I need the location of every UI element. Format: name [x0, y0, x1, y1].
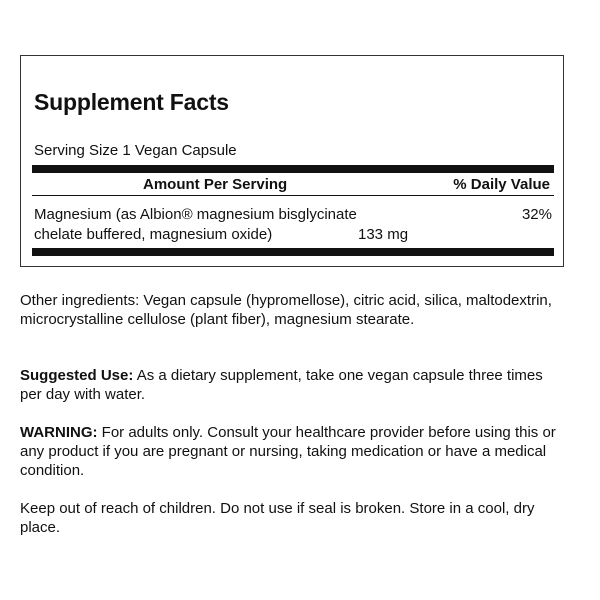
facts-header-row	[32, 176, 554, 194]
nutrient-name	[34, 205, 357, 245]
suggested-use	[20, 366, 560, 404]
thick-divider-top	[32, 165, 554, 173]
nutrient-amount: 133 mg	[358, 226, 409, 243]
nutrient-daily-value: 32%	[521, 206, 552, 223]
thin-divider	[32, 195, 554, 196]
amount-per-serving-header: Amount Per Serving	[143, 176, 288, 193]
serving-size: Serving Size 1 Vegan Capsule	[34, 142, 237, 159]
warning-label: WARNING:	[20, 424, 98, 441]
daily-value-header: % Daily Value	[453, 176, 550, 193]
facts-title: Supplement Facts	[34, 89, 229, 115]
supplement-facts-panel	[20, 55, 564, 267]
nutrient-name-line-1: Magnesium (as Albion® magnesium bisglycinate	[34, 206, 357, 223]
nutrient-name-line-2: chelate buffered, magnesium oxide)	[34, 226, 273, 243]
warning	[20, 423, 560, 480]
thick-divider-bottom	[32, 248, 554, 256]
storage-instructions: Keep out of reach of children. Do not use if seal is broken. Store in a cool, dry place.	[20, 500, 535, 536]
other-ingredients: Other ingredients: Vegan capsule (hypromellose), citric acid, silica, maltodextrin, microcrystalline cellulose (plant fiber), magnesium stearate.	[20, 292, 552, 328]
suggested-use-label: Suggested Use:	[20, 367, 134, 384]
suggested-use-text: As a dietary supplement, take one vegan capsule three times per day with water.	[20, 367, 543, 403]
warning-text: For adults only. Consult your healthcare provider before using this or any product if you are pregnant or nursing, taking medication or have a medical condition.	[20, 424, 556, 479]
